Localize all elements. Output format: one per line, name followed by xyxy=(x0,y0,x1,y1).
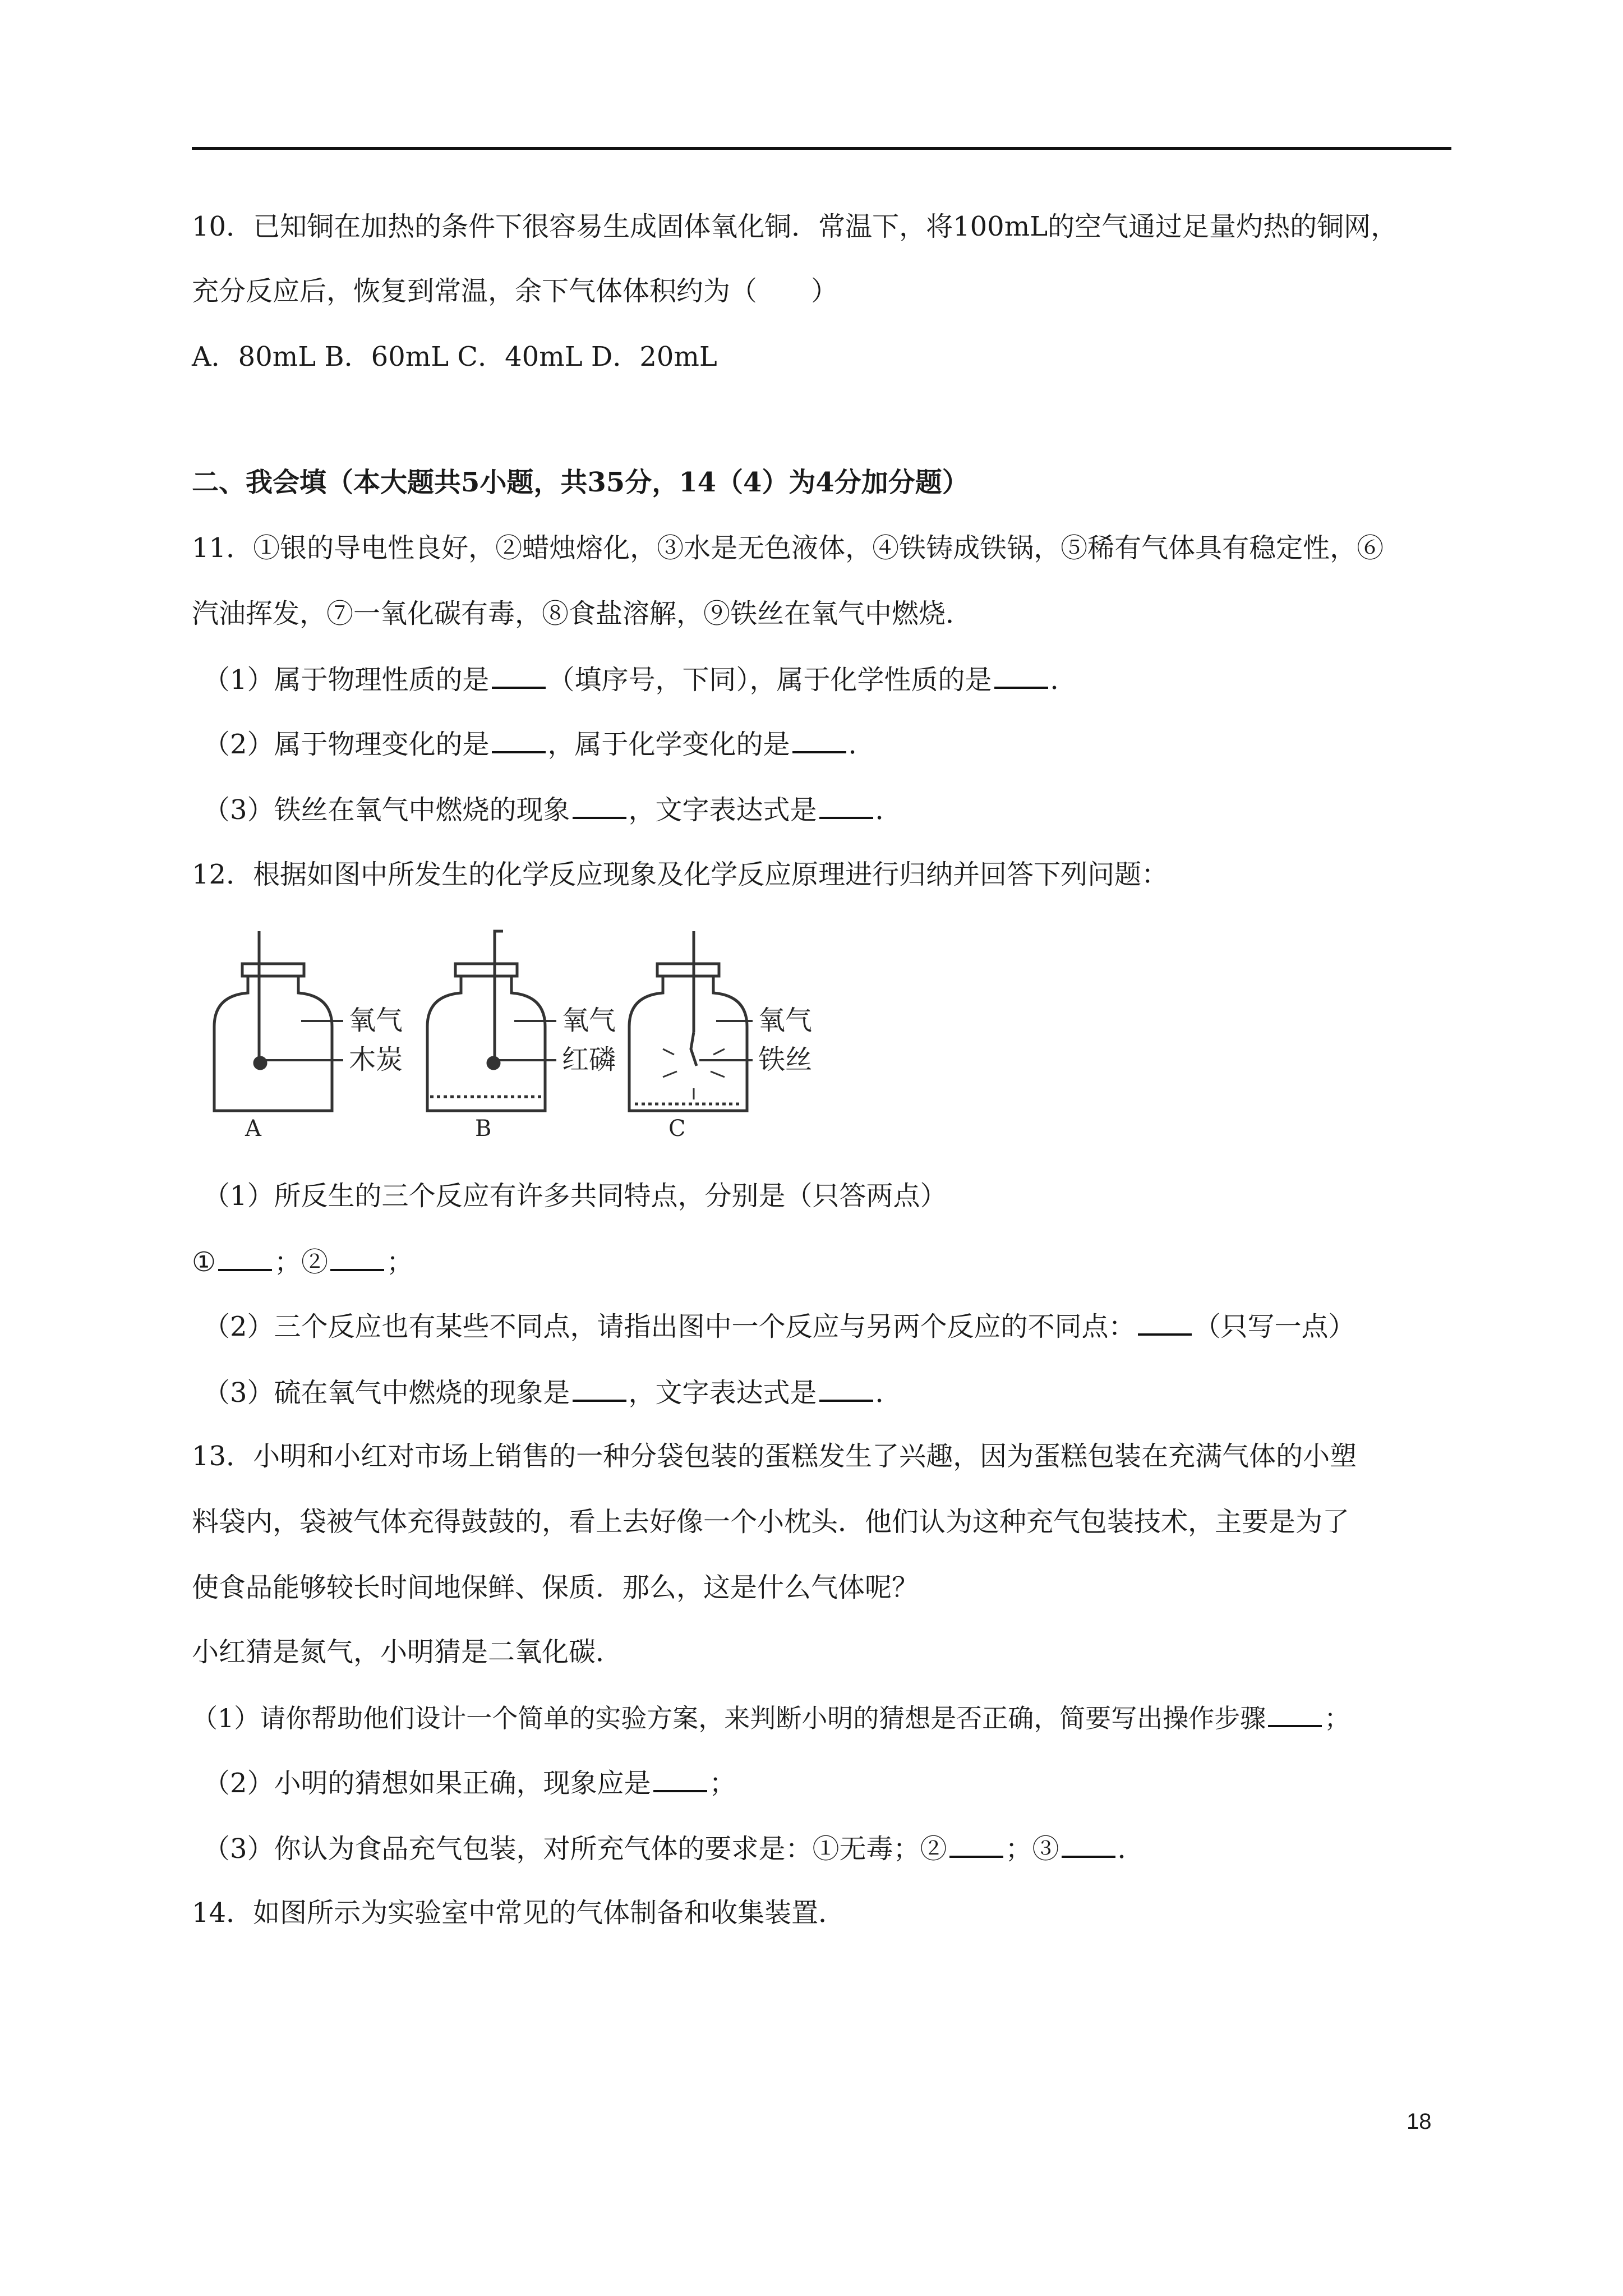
answer-blank xyxy=(573,791,626,819)
combustion-bottles-figure xyxy=(192,920,861,1141)
q13-line-4: 小红猜是氮气，小明猜是二氧化碳． xyxy=(192,1636,623,1668)
answer-blank xyxy=(819,791,873,819)
answer-blank xyxy=(1268,1699,1322,1727)
label-c-substance: 铁丝 xyxy=(758,1044,813,1075)
header-rule xyxy=(192,147,1451,150)
answer-blank xyxy=(994,661,1048,689)
q10-options: A．80mL B．60mL C．40mL D．20mL xyxy=(192,341,717,372)
answer-blank xyxy=(1138,1308,1192,1336)
label-a: A xyxy=(245,1116,261,1141)
answer-blank xyxy=(218,1243,272,1271)
label-b-gas: 氧气 xyxy=(562,1005,616,1036)
label-b-substance: 红磷 xyxy=(562,1044,616,1075)
answer-blank xyxy=(492,661,546,689)
q12-part-3: （3）硫在氧气中燃烧的现象是 ，文字表达式是 ． xyxy=(203,1374,902,1411)
q11-part-1: （1）属于物理性质的是 （填序号，下同），属于化学性质的是 ． xyxy=(203,661,1077,698)
answer-blank xyxy=(819,1374,873,1402)
label-c: C xyxy=(668,1116,686,1141)
q11-line-2: 汽油挥发，⑦一氧化碳有毒，⑧食盐溶解，⑨铁丝在氧气中燃烧． xyxy=(192,598,973,629)
label-a-gas: 氧气 xyxy=(349,1005,403,1036)
q12-line-1: 12．根据如图中所发生的化学反应现象及化学反应原理进行归纳并回答下列问题： xyxy=(192,859,1169,890)
q13-part-3: （3）你认为食品充气包装，对所充气体的要求是：①无毒；② ；③ ． xyxy=(203,1830,1145,1867)
q13-part-2: （2）小明的猜想如果正确，现象应是 ； xyxy=(203,1764,736,1801)
q13-line-2: 料袋内，袋被气体充得鼓鼓的，看上去好像一个小枕头．他们认为这种充气包装技术，主要是为了 xyxy=(192,1506,1350,1538)
q11-line-1: 11．①银的导电性良好，②蜡烛熔化，③水是无色液体，④铁铸成铁锅，⑤稀有气体具有稳定性，⑥ xyxy=(192,532,1384,564)
q12-part-1-answers: ① ；② ； xyxy=(192,1243,413,1280)
q11-part-3: （3）铁丝在氧气中燃烧的现象 ，文字表达式是 ． xyxy=(203,791,902,828)
q13-part-1: （1）请你帮助他们设计一个简单的实验方案，来判断小明的猜想是否正确，简要写出操作步骤 ； xyxy=(192,1699,1350,1736)
answer-blank xyxy=(792,725,846,753)
answer-blank xyxy=(573,1374,626,1402)
q13-line-1: 13．小明和小红对市场上销售的一种分袋包装的蛋糕发生了兴趣，因为蛋糕包装在充满气体的小塑 xyxy=(192,1441,1357,1472)
label-a-substance: 木炭 xyxy=(349,1044,403,1075)
q10-line-2: 充分反应后，恢复到常温，余下气体体积约为（ ） xyxy=(192,275,838,307)
label-c-gas: 氧气 xyxy=(758,1005,813,1036)
answer-blank xyxy=(1062,1830,1115,1858)
label-b: B xyxy=(475,1116,492,1141)
q13-line-3: 使食品能够较长时间地保鲜、保质．那么，这是什么气体呢？ xyxy=(192,1572,919,1603)
answer-blank xyxy=(949,1830,1003,1858)
q12-part-2: （2）三个反应也有某些不同点，请指出图中一个反应与另两个反应的不同点： （只写一点） xyxy=(203,1308,1355,1345)
answer-blank xyxy=(492,725,546,753)
answer-blank xyxy=(330,1243,384,1271)
answer-blank xyxy=(653,1764,707,1792)
q11-part-2: （2）属于物理变化的是 ，属于化学变化的是 ． xyxy=(203,725,875,762)
q14-line-1: 14．如图所示为实验室中常见的气体制备和收集装置． xyxy=(192,1897,846,1929)
page-number: 18 xyxy=(1407,2109,1432,2134)
q12-part-1: （1）所反生的三个反应有许多共同特点，分别是（只答两点） xyxy=(203,1180,947,1212)
section-2-title: 二、我会填（本大题共5小题，共35分，14（4）为4分加分题） xyxy=(192,467,969,498)
q10-line-1: 10．已知铜在加热的条件下很容易生成固体氧化铜．常温下，将100mL的空气通过足量灼热的铜网， xyxy=(192,211,1398,242)
